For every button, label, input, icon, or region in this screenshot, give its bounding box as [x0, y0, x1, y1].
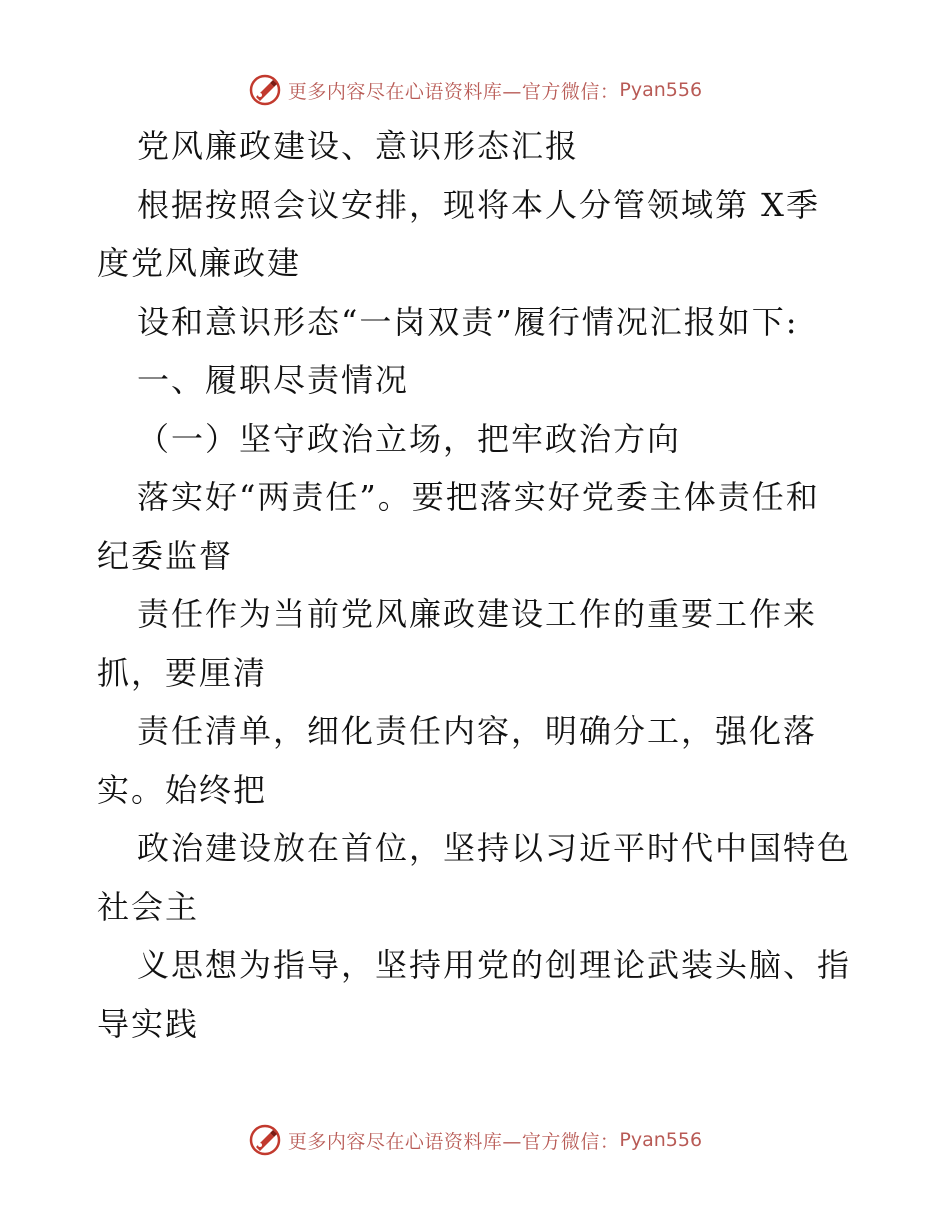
watermark-wechat-handle: Pyan556 — [619, 79, 703, 101]
watermark-text: 更多内容尽在心语资料库—官方微信： — [287, 1130, 620, 1153]
doc-line: 实。始终把 — [97, 770, 268, 809]
watermark-wechat-handle: Pyan556 — [619, 1129, 703, 1151]
doc-line: （一）坚守政治立场，把牢政治方向 — [137, 419, 682, 458]
doc-line: 社会主 — [97, 887, 200, 926]
doc-line: 度党风廉政建 — [97, 244, 302, 282]
doc-line: 抓，要厘清 — [97, 653, 268, 692]
doc-line: 责任作为当前党风廉政建设工作的重要工作来 — [137, 595, 818, 633]
doc-line: 根据按照会议安排，现将本人分管领域第 X季 — [137, 185, 820, 224]
footer-watermark-banner — [0, 1120, 950, 1160]
doc-line: 设和意识形态“一岗双责”履行情况汇报如下: — [137, 302, 799, 341]
doc-line: 义思想为指导，坚持用党的创理论武装头脑、指 — [137, 946, 852, 984]
doc-line: 党风廉政建设、意识形态汇报 — [137, 127, 580, 165]
doc-line: 政治建设放在首位，坚持以习近平时代中国特色 — [137, 829, 852, 867]
header-watermark-banner — [0, 70, 950, 110]
red-pen-seal-icon — [248, 1123, 282, 1157]
doc-line: 一、履职尽责情况 — [137, 361, 410, 399]
watermark-text: 更多内容尽在心语资料库—官方微信： — [287, 80, 620, 103]
red-pen-seal-icon — [248, 73, 282, 107]
doc-line: 责任清单，细化责任内容，明确分工，强化落 — [137, 712, 818, 750]
doc-line: 导实践 — [97, 1004, 200, 1043]
document-body — [97, 117, 857, 1053]
doc-line: 纪委监督 — [97, 536, 234, 575]
doc-line: 落实好“两责任”。要把落实好党委主体责任和 — [137, 478, 820, 516]
